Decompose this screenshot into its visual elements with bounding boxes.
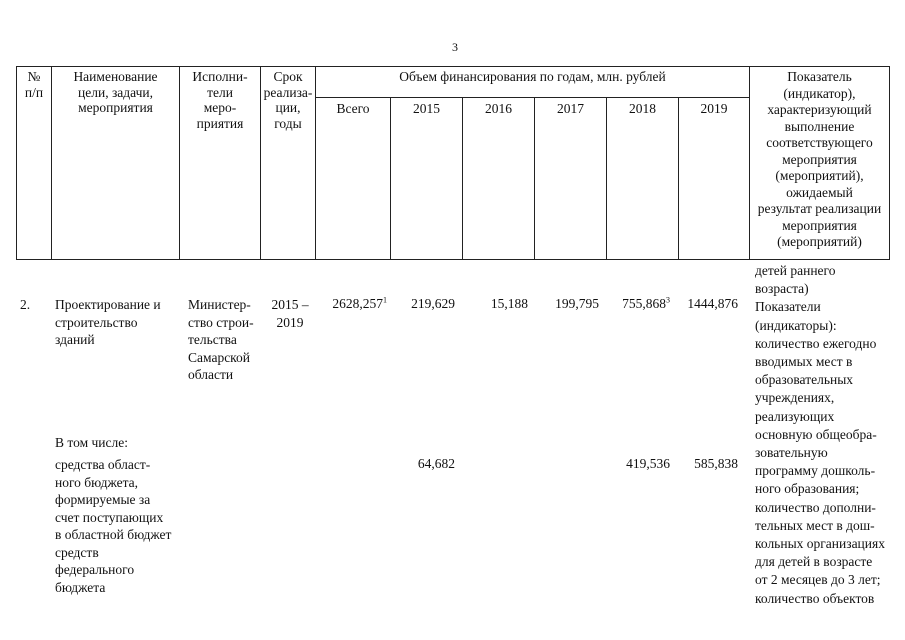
header-year: 2015: [413, 101, 440, 116]
header-year: 2016: [485, 101, 512, 116]
row-total: [305, 296, 387, 312]
row-2018-value: 755,868: [622, 296, 666, 311]
header-total: Всего: [336, 101, 370, 116]
subrow-2018: 419,536: [626, 456, 670, 471]
row-2019: 1444,876: [687, 296, 738, 311]
col-border: [534, 97, 535, 260]
header-year: 2017: [557, 101, 584, 116]
header-year: 2018: [629, 101, 656, 116]
col-border: [678, 97, 679, 260]
col-border: [606, 97, 607, 260]
header-year: 2019: [700, 101, 728, 116]
subrow-name: средства област- ного бюджета, формируемые за счет поступающих в областной бюджет средств федерального бюджета: [55, 457, 172, 595]
table-top-border: [16, 66, 890, 67]
col-border: [315, 66, 316, 260]
header-term: Срок реализа- ции, годы: [263, 69, 313, 131]
header-funding-title: Объем финансирования по годам, млн. рублей: [399, 69, 666, 84]
header-indicator: Показатель (индикатор), характеризующий выполнение соответствующего мероприятия (мероприятий), ожидаемый результат реализации мероприятия (мероприятий): [757, 69, 882, 249]
header-num: № п/п: [24, 69, 44, 100]
funding-subheader-border: [315, 97, 749, 98]
col-border: [889, 66, 890, 260]
including-label: В том числе:: [55, 435, 128, 450]
row-2015: 219,629: [411, 296, 455, 311]
row-term: 2015 – 2019: [271, 297, 309, 330]
row-2017: 199,795: [555, 296, 599, 311]
col-border: [462, 97, 463, 260]
row-executor: Министер- ство строи- тельства Самарской области: [188, 297, 254, 382]
table-header-bottom-border: [16, 259, 890, 260]
row-number: 2.: [20, 297, 31, 312]
subrow-2019: 585,838: [694, 456, 738, 471]
subrow-2015: 64,682: [417, 456, 455, 471]
row-2018: [596, 296, 670, 312]
header-name: Наименование цели, задачи, мероприятия: [73, 69, 158, 115]
header-table: [16, 66, 890, 260]
footnote-3: 3: [666, 295, 670, 305]
row-2016: 15,188: [490, 296, 528, 311]
footnote-1: 1: [383, 295, 387, 305]
row-name: Проектирование и строительство зданий: [55, 297, 161, 347]
page-number: 3: [452, 40, 458, 54]
col-border: [390, 97, 391, 260]
header-executor: Исполни- тели меро- приятия: [192, 69, 248, 131]
indicator-text: детей раннего возраста) Показатели (индикаторы): количество ежегодно вводимых мест в образовательных учреждениях, реализующих основную общеобра- зовательную программу дошколь- ного образования; количество дополни- тельных мест в дош- кольных организациях для детей в возрасте от 2 месяцев до 3 лет; количество объектов: [755, 263, 885, 606]
row-total-value: 2628,257: [332, 296, 383, 311]
